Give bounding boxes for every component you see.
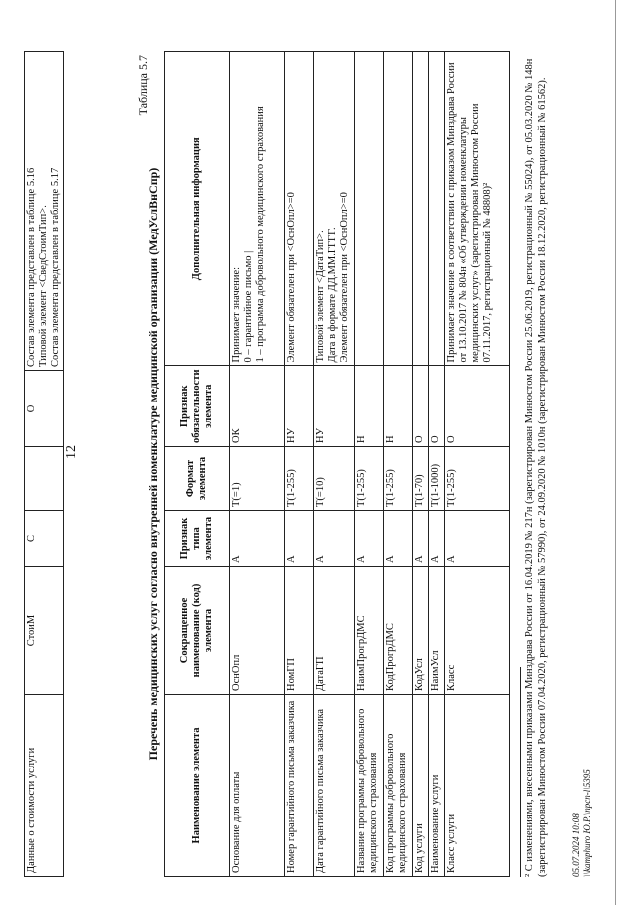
table-row [413, 52, 429, 877]
cell-code: СтоиМ [25, 567, 64, 695]
cell-name: Наименование услуги [429, 695, 445, 877]
cell-mandatory: Н [384, 366, 413, 447]
cell-name: Номер гарантийного письма заказчика [285, 695, 314, 877]
table-row [429, 52, 445, 877]
cell-format [25, 447, 64, 511]
cell-code: НомГП [285, 567, 314, 695]
header-mandatory: Признак обязательности элемента [165, 366, 230, 447]
cell-info [355, 52, 384, 366]
cell-mandatory: Н [355, 366, 384, 447]
main-table [164, 51, 510, 877]
cell-info [25, 52, 64, 371]
table-row [230, 52, 285, 877]
cell-code: ДатаГП [314, 567, 355, 695]
stamp-line: \\kamphuro Ю.Р.\npcn-l\5395 [582, 769, 592, 877]
header-name: Наименование элемента [165, 695, 230, 877]
cell-code: КодУсл [413, 567, 429, 695]
info-line: Состав элемента представлен в таблице 5.16 [26, 167, 37, 367]
cell-name: Данные о стоимости услуги [25, 695, 64, 877]
cell-info [429, 52, 445, 366]
cell-code: ОснОпл [230, 567, 285, 695]
cell-name: Код программы добровольного медицинского страхования [384, 695, 413, 877]
cell-name: Класс услуги [445, 695, 510, 877]
cell-format: Т(=1) [230, 447, 285, 511]
cell-format: Т(1-70) [413, 447, 429, 511]
cell-type: С [25, 511, 64, 567]
table-row [445, 52, 510, 877]
cell-info [413, 52, 429, 366]
header-row [165, 52, 230, 877]
cell-info: Принимает значение: 0 – гарантийное письмо | 1 – программа добровольного медицинского страхования [230, 52, 285, 366]
cell-type: А [384, 511, 413, 567]
header-code: Сокращенное наименование (код) элемента [165, 567, 230, 695]
cell-info: Элемент обязателен при <ОснОпл>=0 [285, 52, 314, 366]
stamp-line: 05.07.2024 10:08 [571, 813, 581, 877]
header-info: Дополнительная информация [165, 52, 230, 366]
cell-mandatory: НУ [314, 366, 355, 447]
cell-format: Т(1-255) [445, 447, 510, 511]
cell-info: Типовой элемент <ДатаТип>. Дата в формате ДД.ММ.ГГГГ. Элемент обязателен при <ОснОпл>=0 [314, 52, 355, 366]
cell-info [384, 52, 413, 366]
cell-name: Основание для оплаты [230, 695, 285, 877]
cell-name: Название программы добровольного медицинского страхования [355, 695, 384, 877]
info-line: Типовой элемент <СведСтоимТип>. [38, 205, 49, 367]
table-row [25, 52, 64, 877]
cell-name: Дата гарантийного письма заказчика [314, 695, 355, 877]
cell-code: НаимУсл [429, 567, 445, 695]
info-line: Состав элемента представлен в таблице 5.17 [50, 167, 61, 367]
footnote-rule [520, 667, 521, 877]
cell-format: Т(1-255) [285, 447, 314, 511]
cell-format: Т(1-255) [384, 447, 413, 511]
table-row [285, 52, 314, 877]
cell-info: Принимает значение в соответствии с приказом Минздрава России от 13.10.2017 № 804н «Об утверждении номенклатуры медицинских услуг» (зарегистрирован Минюстом России 07.11.2017, регистрационный № 48808)² [445, 52, 510, 366]
header-type: Признак типа элемента [165, 511, 230, 567]
cell-type: А [355, 511, 384, 567]
cell-type: А [314, 511, 355, 567]
table-label: Таблица 5.7 [136, 55, 150, 116]
cell-code: НаимПрогрДМС [355, 567, 384, 695]
table-title: Перечень медицинских услуг согласно внутренней номенклатуре медицинской организации (МедУслВнСпр) [146, 167, 160, 761]
cell-format: Т(1-255) [355, 447, 384, 511]
cell-type: А [445, 511, 510, 567]
page-bottom-rule [615, 0, 616, 905]
cell-mandatory: О [445, 366, 510, 447]
cell-type: А [429, 511, 445, 567]
cell-code: Класс [445, 567, 510, 695]
document-stamp [571, 769, 593, 877]
table-row [355, 52, 384, 877]
cell-name: Код услуги [413, 695, 429, 877]
cell-format: Т(1-1000) [429, 447, 445, 511]
cell-type: А [413, 511, 429, 567]
table-row [384, 52, 413, 877]
cell-code: КодПрогрДМС [384, 567, 413, 695]
top-table [24, 51, 64, 877]
header-format: Формат элемента [165, 447, 230, 511]
cell-mandatory: ОК [230, 366, 285, 447]
footnote: ² С изменениями, внесенными приказами Минздрава России от 16.04.2019 № 217н (зарегистрирован Минюстом России 25.06.2019, регистрационный № 55024), от 05.03.2020 № 148н (зарегистрирован Минюстом России 07.04.2020, регистрационный № 57990), от 24.09.2020 № 1010н (зарегистрирован Минюстом России 18.12.2020, регистрационный № 61562). [524, 58, 548, 877]
page-number: 12 [64, 445, 79, 459]
cell-format: Т(=10) [314, 447, 355, 511]
cell-type: А [230, 511, 285, 567]
table-row [314, 52, 355, 877]
cell-mandatory: О [413, 366, 429, 447]
cell-mandatory: О [25, 371, 64, 447]
cell-type: А [285, 511, 314, 567]
cell-mandatory: НУ [285, 366, 314, 447]
cell-mandatory: О [429, 366, 445, 447]
